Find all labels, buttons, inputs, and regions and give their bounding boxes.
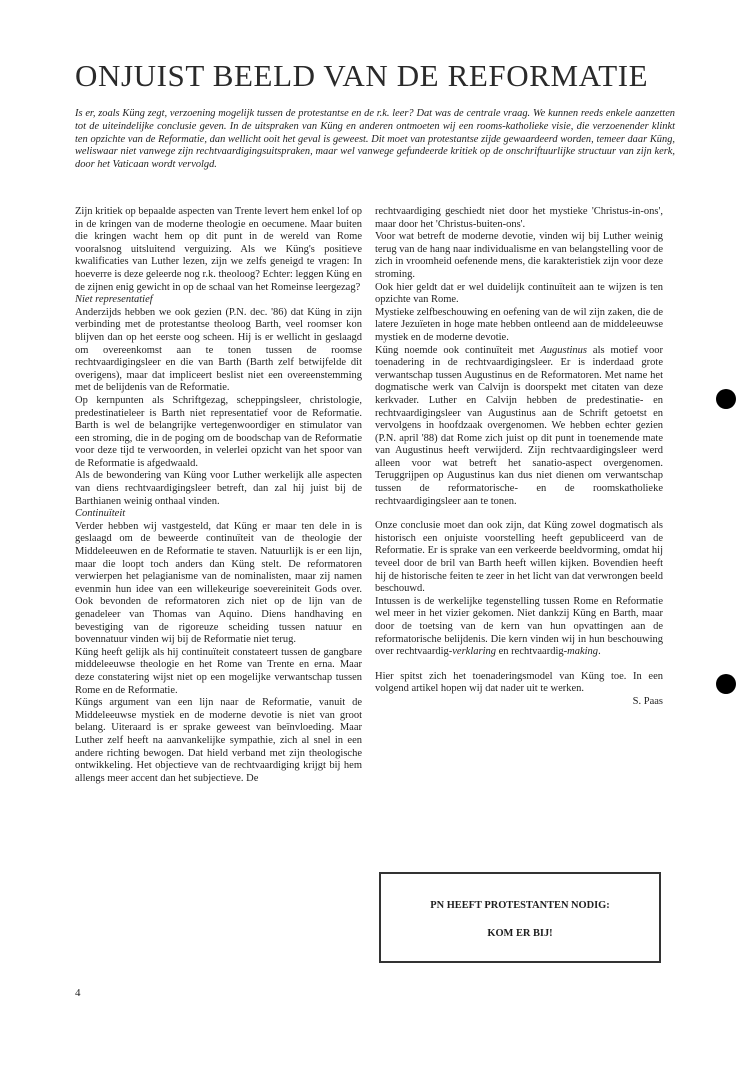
page-number: 4: [75, 987, 81, 999]
notice-line-2: KOM ER BIJ!: [487, 928, 553, 939]
left-paragraph-3: Op kernpunten als Schriftgezag, scheppingsleer, christologie, predestinatieleer is Barth niet representatief voor de Reformatie. Barth is wel de belangrijke vertegenwoordiger en stimulator van een stroming, die in de poging om de boodschap van de Reformatie voor deze tijd te verwoorden, in velerlei opzicht van het spoor van de Reformatie is afgedwaald.: [75, 394, 362, 469]
left-paragraph-2: Anderzijds hebben we ook gezien (P.N. dec. '86) dat Küng in zijn verbinding met de protestantse theoloog Barth, veel roomser kon blijven dan op het eerste oog scheen. Hij is er wellicht in geslaagd om overeenkomst aan te tonen tussen de roomse rechtvaardigingsleer en die van Barth (Barth zelf betwijfelde dit overigens), maar dat impliceert beslist niet een overeenstemming met de belijdenis van de Reformatie.: [75, 306, 362, 394]
punch-hole-icon: [716, 389, 736, 409]
right-paragraph-7: [375, 596, 663, 659]
left-paragraph-5: Verder hebben wij vastgesteld, dat Küng er maar ten dele in is geslaagd om de beweerde continuïteit van de theologie der Middeleeuwen en de Reformatie te staven. Natuurlijk is er een lijn, maar die loopt toch anders dan Küng stelt. De reformatoren verwierpen het pelagianisme van de nominalisten, maar zij namen evenmin hun idee van een willekeurige soevereiniteit Gods over. Ook bevonden de reformatoren zich niet op de lijn van de genadeleer van Thomas van Aquino. Diens handhaving en bevestiging van de rigoreuze scheiding tussen natuur en bovennatuur vinden wij bij de Reformatie niet terug.: [75, 520, 362, 646]
right-column: [375, 206, 663, 709]
right-paragraph-8: Hier spitst zich het toenaderingsmodel van Küng toe. In een volgend artikel hopen wij dat nader uit te werken.: [375, 670, 663, 695]
right-paragraph-1: rechtvaardiging geschiedt niet door het mystieke 'Christus-in-ons', maar door het 'Christus-buiten-ons'.: [375, 206, 663, 230]
term-verklaring: verklaring: [452, 646, 496, 658]
left-column: [75, 206, 362, 785]
right-paragraph-7-start: Intussen is de werkelijke tegenstelling tussen Rome en Reformatie wel meer in het vizier gekomen. Niet dankzij Küng en Barth, maar door de toetsing van de kern van hun opvattingen aan de reformatorische belijdenis. Die kern vinden wij in hun beschouwing over rechtvaardig-: [375, 595, 663, 658]
author-signature: S. Paas: [632, 695, 663, 707]
right-paragraph-5-rest: als motief voor toenadering in de rechtvaardigingsleer. Er is inderdaad grote verwantschap tussen Augustinus en de Reformatoren. Met name het dogmatische werk van Calvijn is doorspekt met citaten van deze kerkvader. Luther en Calvijn hebben de predestinatie- en rechtvaardigingsleer van Augustinus aan de Schrift getoetst en vervolgens in hoofdzaak overgenomen. We hebben echter gezien (P.N. april '88) dat Rome zich juist op dit punt in toenemende mate van Augustinus heeft verwijderd. Zijn rechtvaardigingsleer werd alleen voor wat betreft het sanatio-aspect overgenomen. Teruggrijpen op Augustinus kan dus niet dienen om verwantschap tussen de reformatorische- en de roomskatholieke rechtvaardigingsleer aan te tonen.: [375, 344, 664, 507]
left-paragraph-6: Küng heeft gelijk als hij continuïteit constateert tussen de gangbare middeleeuwse theologie en het Rome van Trente en erna. Maar deze constatering wijst niet op een mogelijke verwantschap tussen Rome en de Reformatie.: [75, 646, 362, 696]
right-paragraph-5-start: Küng noemde ook continuïteit met: [375, 344, 541, 356]
notice-box: [379, 872, 661, 963]
notice-line-1: PN HEEFT PROTESTANTEN NODIG:: [430, 900, 610, 911]
left-paragraph-4: Als de bewondering van Küng voor Luther werkelijk alle aspecten van diens rechtvaardigingsleer betreft, dan zal hij juist bij de Barthianen weinig onthaal vinden.: [75, 470, 362, 507]
left-paragraph-1: Zijn kritiek op bepaalde aspecten van Trente levert hem enkel lof op in de kringen van de moderne theologie en oecumene. Maar buiten die kringen wacht hem op dit punt in de wereld van Rome vooralsnog uitsluitend verguizing. Als we Küng's positieve kwalificaties van Luther lezen, zijn we zelfs geneigd te vragen: In hoeverre is deze geleerde nog r.k. theoloog? Echter: leggen Küng en de zijnen enig gewicht in op de schaal van het Romeinse leergezag?: [75, 206, 362, 293]
term-making: making: [567, 646, 599, 658]
right-paragraph-2: Voor wat betreft de moderne devotie, vinden wij bij Luther weinig terug van de hang naar individualisme en van belangstelling voor de zich in vroomheid oefenende mens, die karakteristiek zijn voor deze stroming.: [375, 231, 663, 280]
section-heading-niet-representatief: Niet representatief: [75, 294, 153, 306]
article-intro: Is er, zoals Küng zegt, verzoening mogelijk tussen de protestantse en de r.k. leer? Dat was de centrale vraag. We kunnen reeds enkele aanzetten tot de uiteindelijke conclusie geven. In de uitspraken van Küng en anderen ontmoeten wij een rooms-katholieke visie, die verzoenender klinkt ten opzichte van de Reformatie, dan wellicht ooit het geval is geweest. Dit moet van protestantse zijde gewaardeerd worden, temeer daar Küng, weliswaar niet vanwege zijn rechtvaardigingsuitspraken, maar wel vanwege gefundeerde kritiek op de onschriftuurlijke structuur van zijn kerk, door het Vaticaan wordt vervolgd.: [75, 108, 675, 171]
right-paragraph-7-mid: en rechtvaardig-: [496, 646, 568, 658]
right-paragraph-7-end: .: [598, 646, 601, 658]
section-heading-continuiteit: Continuïteit: [75, 508, 126, 520]
augustinus-name: Augustinus: [540, 344, 588, 356]
article-title: ONJUIST BEELD VAN DE REFORMATIE: [75, 58, 649, 93]
right-paragraph-5: [375, 345, 663, 509]
punch-hole-icon: [716, 674, 736, 694]
right-paragraph-4: Mystieke zelfbeschouwing en oefening van de wil zijn zaken, die de latere Jezuïeten in hoge mate hebben ontleend aan de middeleeuwse mystiek en de moderne devotie.: [375, 306, 663, 343]
right-paragraph-6: Onze conclusie moet dan ook zijn, dat Küng zowel dogmatisch als historisch een onjuiste voorstelling heeft gepubliceerd van de Reformatie. Er is sprake van een verkeerde beeldvorming, omdat hij teveel door de bril van Barth heeft willen kijken. Bovendien heeft hij de historische feiten te zeer in het licht van dat verwrongen beeld beschouwd.: [375, 520, 663, 595]
right-paragraph-3: Ook hier geldt dat er wel duidelijk continuïteit aan te wijzen is ten opzichte van Rome.: [375, 281, 663, 306]
left-paragraph-7: Küngs argument van een lijn naar de Reformatie, vanuit de Middeleeuwse mystiek en de moderne devotie is niet van groot belang. Uiteraard is er sprake geweest van beïnvloeding. Maar Luther zelf heeft na aanvankelijke sympathie, zich al snel in een andere richting bewogen. Dat hield verband met zijn theologische ontwikkeling. Het objectieve van de rechtvaardiging krijgt bij hem allengs meer accent dan het subjectieve. De: [75, 697, 362, 784]
